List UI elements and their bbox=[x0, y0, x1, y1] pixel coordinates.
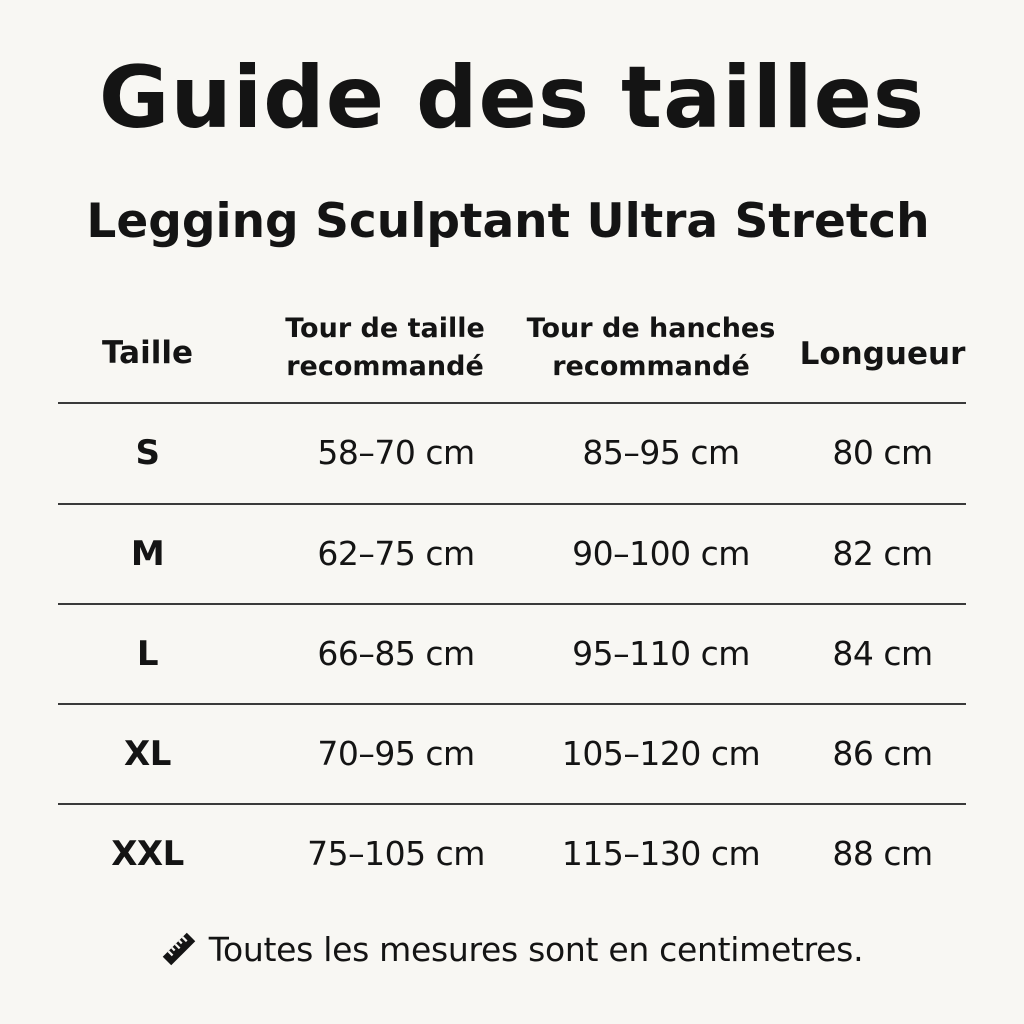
table-row bbox=[0, 403, 1024, 503]
table-row bbox=[0, 604, 1024, 704]
header-length: Longueur bbox=[799, 336, 966, 372]
page-title: Guide des tailles bbox=[98, 48, 926, 148]
hips-cell: 115–130 cm bbox=[561, 834, 761, 873]
table-row bbox=[0, 704, 1024, 804]
waist-cell: 66–85 cm bbox=[317, 634, 475, 673]
hips-cell: 95–110 cm bbox=[572, 634, 750, 673]
waist-cell: 75–105 cm bbox=[307, 834, 485, 873]
hips-cell: 105–120 cm bbox=[561, 734, 761, 773]
table-row bbox=[0, 504, 1024, 604]
size-cell: S bbox=[135, 433, 160, 473]
size-cell: XXL bbox=[111, 834, 184, 874]
length-cell: 80 cm bbox=[832, 433, 933, 472]
waist-cell: 58–70 cm bbox=[317, 433, 475, 472]
length-cell: 82 cm bbox=[832, 534, 933, 573]
hips-cell: 90–100 cm bbox=[572, 534, 750, 573]
header-hips-line2: recommandé bbox=[552, 351, 750, 382]
measurement-note bbox=[0, 925, 1024, 973]
length-cell: 86 cm bbox=[832, 734, 933, 773]
table-row bbox=[0, 804, 1024, 904]
hips-cell: 85–95 cm bbox=[582, 433, 740, 472]
waist-cell: 70–95 cm bbox=[317, 734, 475, 773]
header-size: Taille bbox=[102, 335, 193, 371]
product-subtitle: Legging Sculptant Ultra Stretch bbox=[86, 194, 930, 249]
header-hips-line1: Tour de hanches bbox=[526, 313, 776, 344]
ruler-icon bbox=[161, 931, 197, 967]
header-waist-line1: Tour de taille bbox=[285, 313, 485, 344]
waist-cell: 62–75 cm bbox=[317, 534, 475, 573]
size-cell: XL bbox=[124, 734, 171, 774]
size-cell: M bbox=[130, 534, 165, 574]
length-cell: 88 cm bbox=[832, 834, 933, 873]
length-cell: 84 cm bbox=[832, 634, 933, 673]
size-cell: L bbox=[136, 634, 159, 674]
measurement-note-text: Toutes les mesures sont en centimetres. bbox=[208, 929, 864, 969]
header-waist-line2: recommandé bbox=[286, 351, 484, 382]
